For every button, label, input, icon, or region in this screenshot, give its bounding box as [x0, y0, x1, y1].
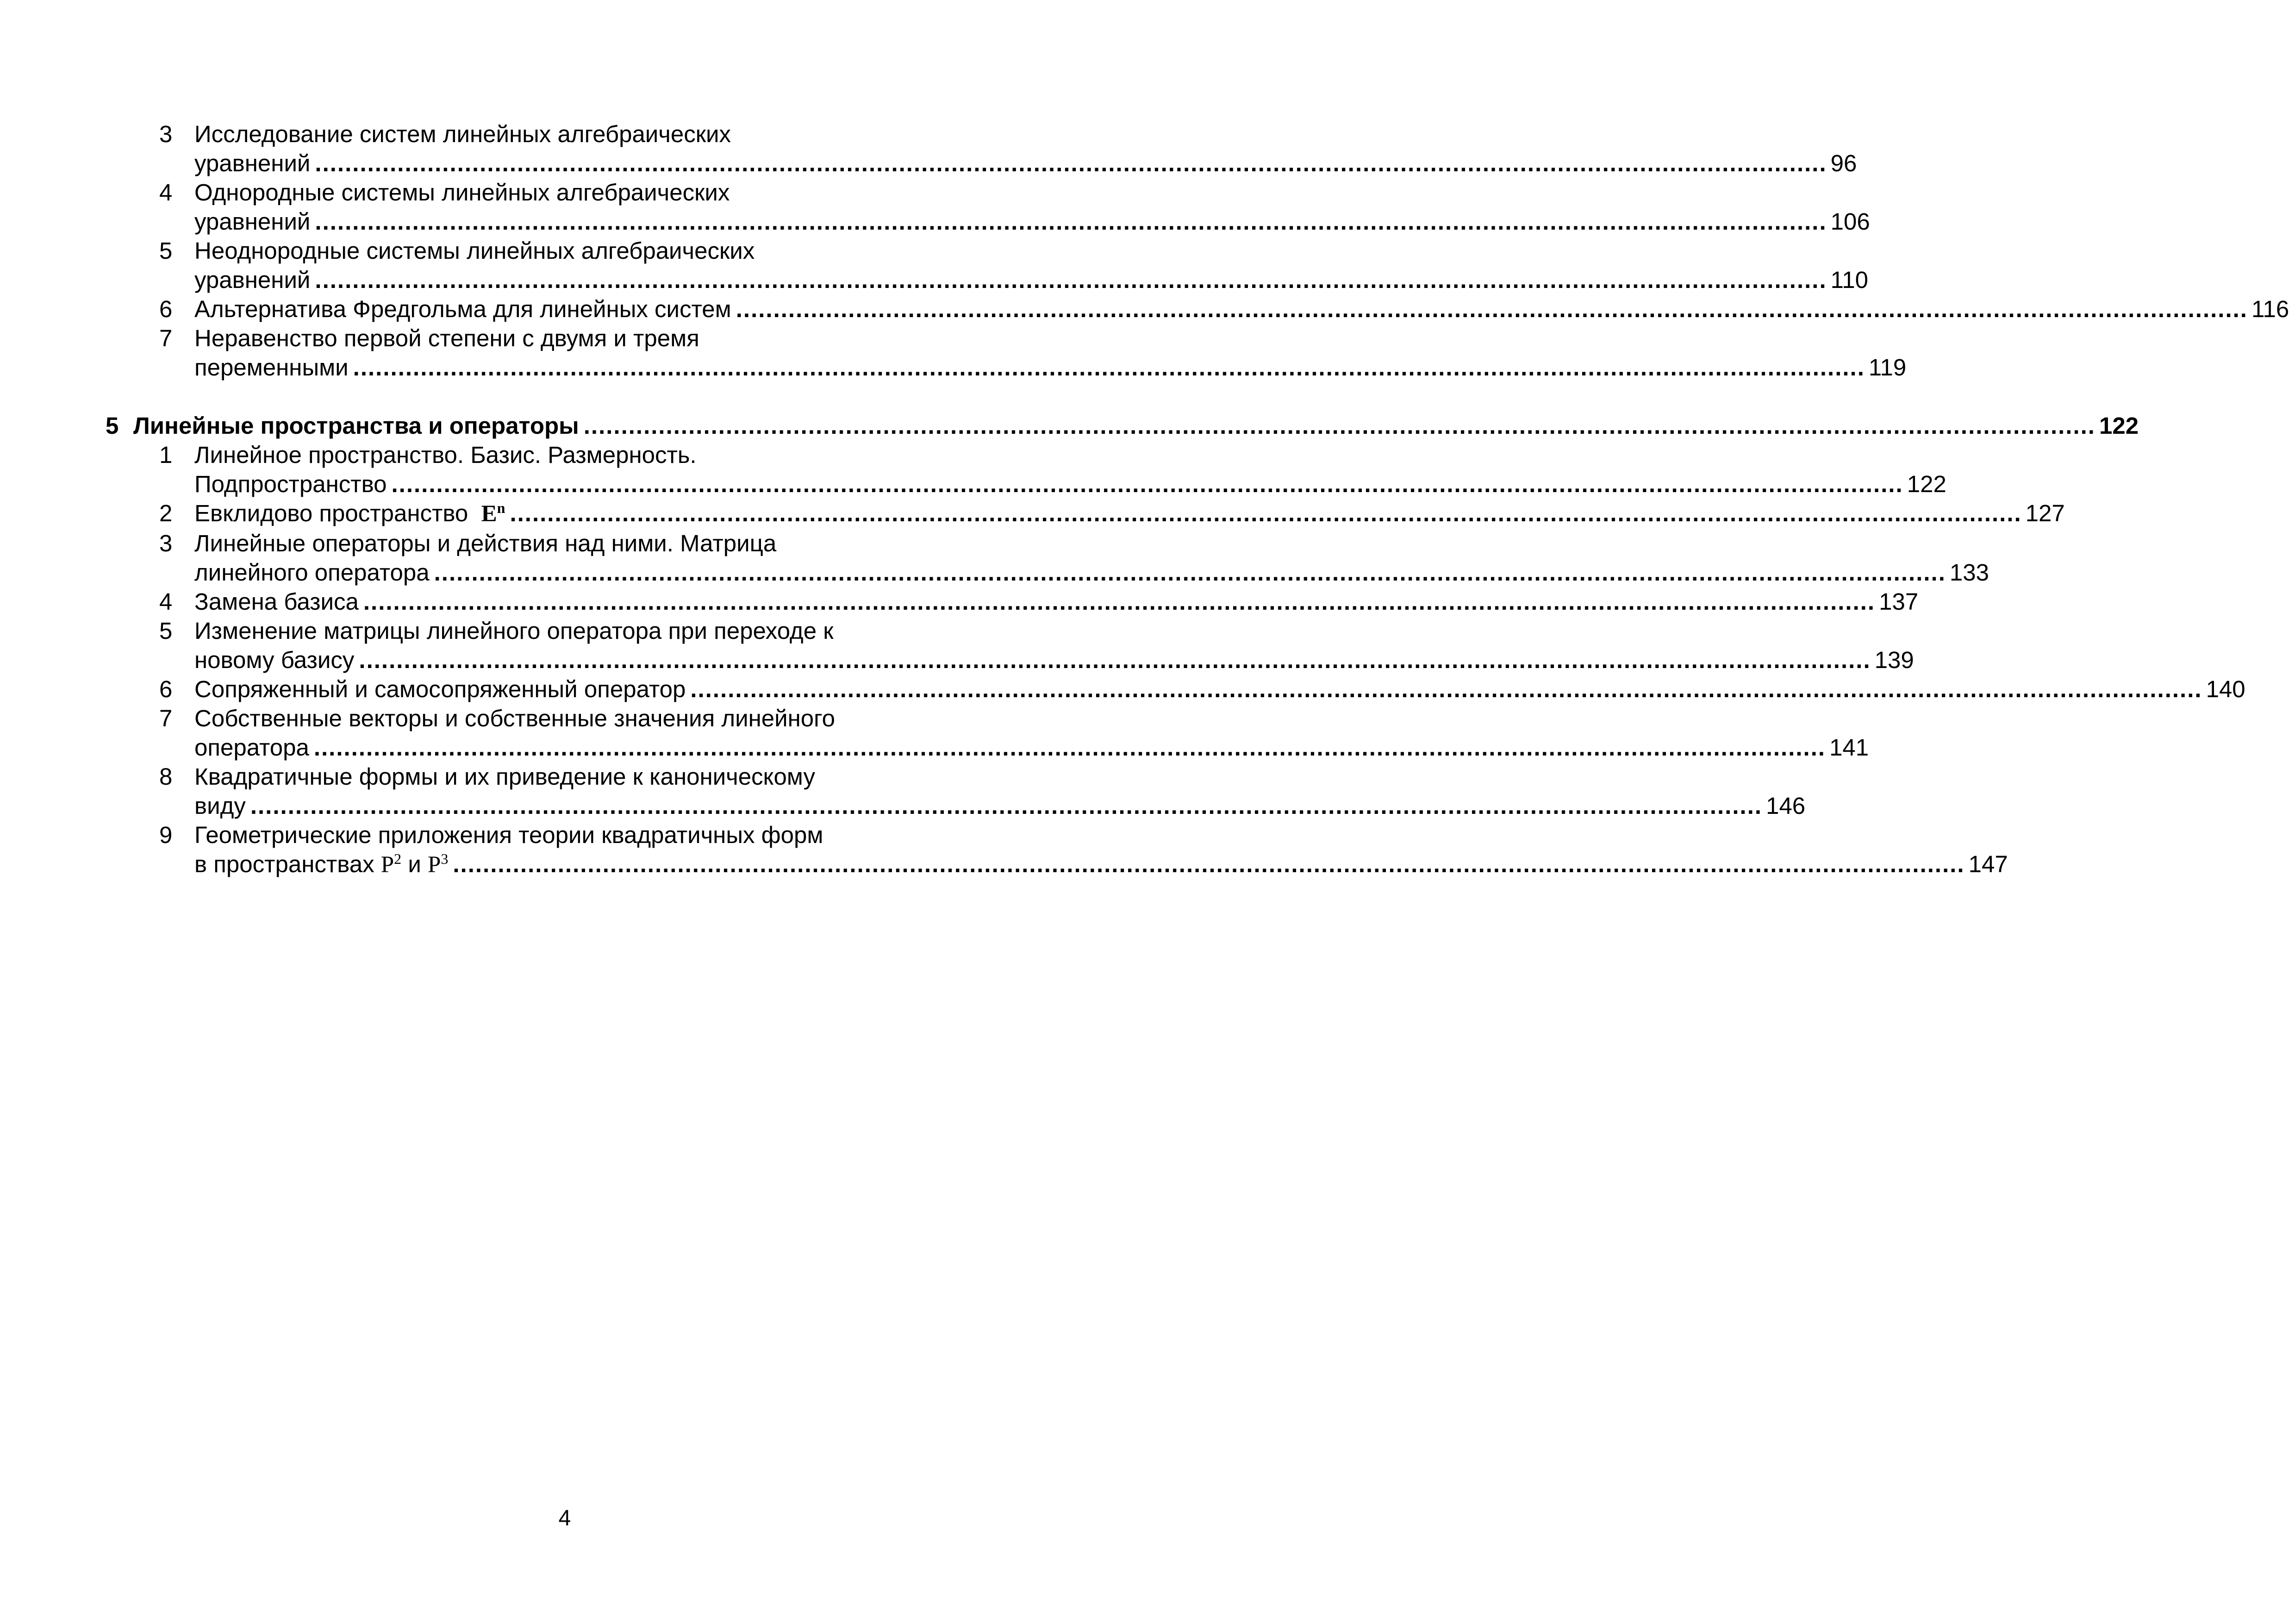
- dot-leader: ..........................................................................................................................................................................................................: [250, 793, 1763, 819]
- page-ref: 122: [2099, 412, 2139, 439]
- math-letter: E: [481, 501, 497, 527]
- dot-leader: ..........................................................................................................................................................................................................: [453, 851, 1965, 877]
- dot-leader: ..........................................................................................................................................................................................................: [315, 208, 1827, 235]
- page-ref: 141: [1829, 734, 1869, 761]
- space-symbol-p2: [381, 852, 401, 878]
- entry-title-line: уравнений: [194, 208, 311, 235]
- entry-number: 4: [159, 179, 173, 206]
- entry-title-line: Сопряженный и самосопряженный оператор: [194, 676, 686, 702]
- toc-entry-5-3[interactable]: [106, 529, 1989, 587]
- page-number: 4: [558, 1506, 571, 1530]
- dot-leader: ..........................................................................................................................................................................................................: [583, 412, 2095, 439]
- entry-title-line: Однородные системы линейных алгебраических: [194, 179, 730, 206]
- math-letter: P: [428, 852, 441, 878]
- page-ref: 110: [1830, 267, 1868, 293]
- math-letter: P: [380, 852, 394, 878]
- chapter-number: 5: [106, 412, 119, 439]
- entry-title-text: Евклидово пространство: [194, 500, 468, 526]
- entry-title-line: Неравенство первой степени с двумя и тремя: [194, 325, 699, 351]
- page-ref: 116: [2251, 296, 2289, 322]
- toc-entry-5-8[interactable]: [106, 762, 1806, 820]
- page-ref: 147: [1968, 851, 2008, 877]
- entry-number: 6: [159, 296, 173, 322]
- dot-leader: ..........................................................................................................................................................................................................: [315, 267, 1827, 293]
- dot-leader: ..........................................................................................................................................................................................................: [690, 676, 2202, 702]
- toc-entry-4-4[interactable]: [106, 178, 1870, 236]
- entry-title-line: Геометрические приложения теории квадратичных форм: [194, 822, 823, 848]
- toc-entry-4-7[interactable]: [106, 324, 1907, 382]
- entry-title-line: Линейное пространство. Базис. Размерность.: [194, 442, 697, 468]
- entry-title-text: в пространствах: [194, 851, 374, 877]
- dot-leader: ..........................................................................................................................................................................................................: [510, 500, 2022, 526]
- toc-entry-5-4[interactable]: [106, 587, 1919, 616]
- entry-number: 7: [159, 705, 173, 731]
- entry-number: 9: [159, 822, 173, 848]
- toc-entry-4-5[interactable]: [106, 236, 1868, 294]
- page-ref: 122: [1907, 471, 1946, 497]
- chapter-title: Линейные пространства и операторы: [133, 412, 579, 439]
- entry-title-line: линейного оператора: [194, 559, 430, 586]
- dot-leader: ..........................................................................................................................................................................................................: [736, 296, 2248, 322]
- dot-leader: ..........................................................................................................................................................................................................: [315, 150, 1827, 176]
- entry-title-line: Исследование систем линейных алгебраических: [194, 121, 731, 147]
- toc-entry-5-5[interactable]: [106, 616, 1914, 675]
- entry-title-line: Собственные векторы и собственные значения линейного: [194, 705, 835, 731]
- entry-title-line: уравнений: [194, 267, 311, 293]
- math-superscript: n: [497, 500, 505, 516]
- math-superscript: 3: [441, 850, 449, 867]
- entry-title-line: Подпространство: [194, 471, 387, 497]
- entry-title-line: новому базису: [194, 647, 355, 673]
- toc-entry-5-7[interactable]: [106, 704, 1869, 762]
- entry-title-line: виду: [194, 793, 246, 819]
- entry-number: 6: [159, 676, 173, 702]
- page-ref: 139: [1874, 647, 1914, 673]
- page-ref: 127: [2025, 500, 2065, 526]
- entry-title-line: Замена базиса: [194, 588, 359, 615]
- entry-number: 5: [159, 237, 173, 264]
- page-ref: 133: [1949, 559, 1989, 586]
- entry-title-line: Изменение матрицы линейного оператора при переходе к: [194, 618, 834, 644]
- page-ref: 137: [1879, 588, 1919, 615]
- entry-title-line: [194, 849, 448, 880]
- dot-leader: ..........................................................................................................................................................................................................: [434, 559, 1946, 586]
- entry-number: 7: [159, 325, 173, 351]
- euclidean-space-symbol: [481, 501, 505, 527]
- page-ref: 96: [1830, 150, 1857, 176]
- space-symbol-p3: [428, 852, 448, 878]
- toc-entry-5-2[interactable]: [106, 499, 2065, 529]
- dot-leader: ..........................................................................................................................................................................................................: [313, 734, 1826, 761]
- conjunction-text: и: [408, 851, 421, 877]
- entry-title-line: Линейные операторы и действия над ними. Матрица: [194, 530, 777, 556]
- dot-leader: ..........................................................................................................................................................................................................: [353, 354, 1865, 381]
- entry-number: 8: [159, 763, 173, 790]
- entry-number: 3: [159, 530, 173, 556]
- entry-number: 1: [159, 442, 173, 468]
- page-ref: 106: [1830, 208, 1870, 235]
- dot-leader: ..........................................................................................................................................................................................................: [391, 471, 1903, 497]
- entry-title-line: оператора: [194, 734, 309, 761]
- page-ref: 140: [2206, 676, 2245, 702]
- toc-entry-5-1[interactable]: [106, 440, 1946, 499]
- table-of-contents: [106, 119, 2289, 880]
- dot-leader: ..........................................................................................................................................................................................................: [359, 647, 1871, 673]
- dot-leader: ..........................................................................................................................................................................................................: [363, 588, 1876, 615]
- entry-title-line: уравнений: [194, 150, 311, 176]
- entry-number: 4: [159, 588, 173, 615]
- page-ref: 146: [1766, 793, 1806, 819]
- entry-title-line: переменными: [194, 354, 349, 381]
- entry-title-line: Квадратичные формы и их приведение к каноническому: [194, 763, 815, 790]
- entry-number: 5: [159, 618, 173, 644]
- entry-title-line: Альтернатива Фредгольма для линейных систем: [194, 296, 731, 322]
- entry-title-line: Неоднородные системы линейных алгебраических: [194, 237, 755, 264]
- page-ref: 119: [1868, 354, 1907, 381]
- math-superscript: 2: [394, 850, 402, 867]
- toc-entry-5-6[interactable]: [106, 675, 2245, 704]
- toc-entry-4-6[interactable]: [106, 294, 2289, 324]
- entry-number: 3: [159, 121, 173, 147]
- toc-entry-5-9[interactable]: [106, 820, 2008, 880]
- toc-entry-4-3[interactable]: [106, 119, 1857, 178]
- entry-number: 2: [159, 500, 173, 526]
- toc-chapter-5[interactable]: [106, 411, 2139, 440]
- entry-title-line: [194, 499, 505, 529]
